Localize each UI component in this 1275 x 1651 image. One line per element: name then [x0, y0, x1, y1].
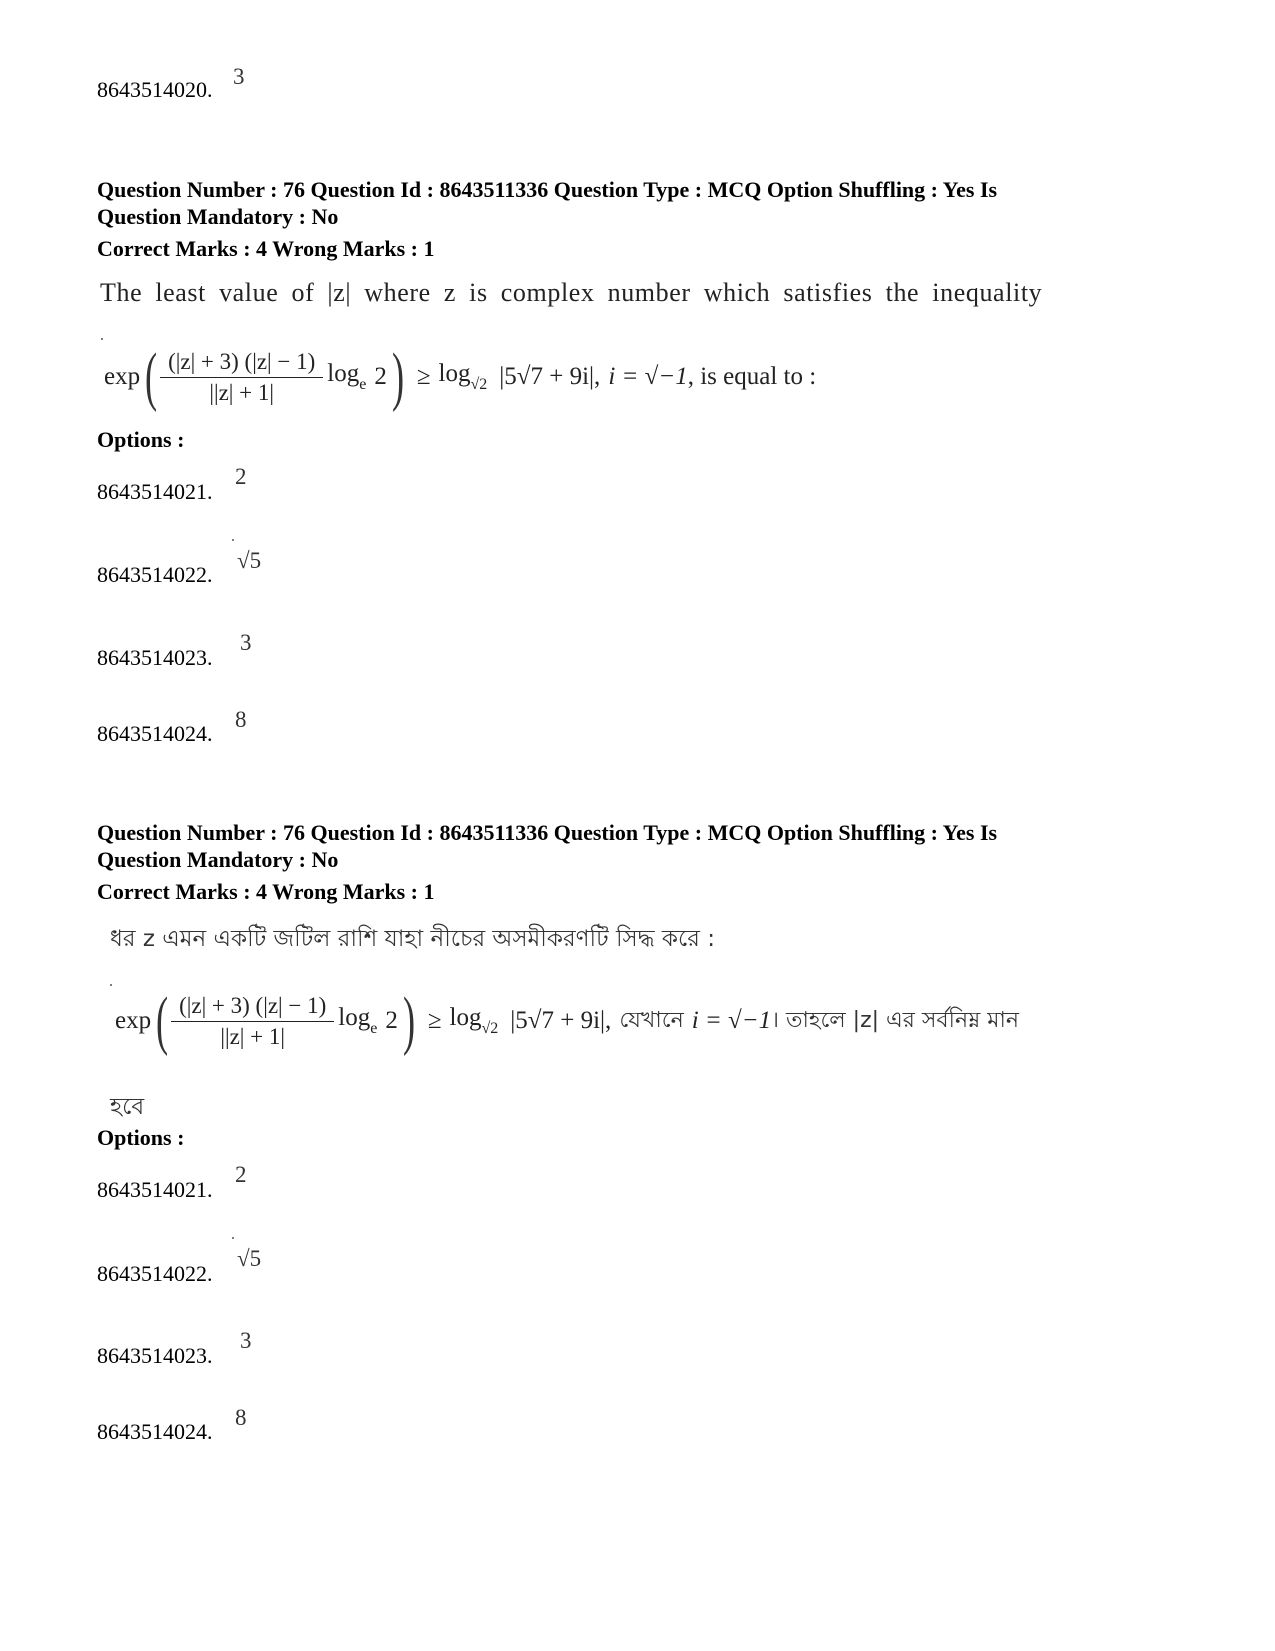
fraction-denominator: ||z| + 1|	[171, 1021, 334, 1050]
right-paren: )	[402, 984, 415, 1057]
equation-tail: । তাহলে |z| এর সর্বনিম্ন মান	[771, 1007, 1019, 1033]
question-mandatory: Question Mandatory : No	[97, 847, 339, 872]
option-value: 3	[240, 1328, 252, 1353]
log-e: $\log_e$	[338, 1004, 378, 1037]
option-value: √5	[237, 548, 262, 573]
question-marks: Correct Marks : 4 Wrong Marks : 1	[97, 879, 435, 904]
log-e: $\log_e$	[327, 360, 367, 393]
fraction	[175, 993, 330, 1050]
left-paren: (	[156, 984, 169, 1057]
option-id: 8643514021.	[97, 1177, 213, 1202]
option-value: 8	[235, 1405, 247, 1430]
absolute-expression: |5√7 + 9i|,	[499, 363, 601, 390]
option-id: 8643514020.	[97, 77, 213, 102]
equation-tail: , is equal to :	[687, 363, 817, 390]
option-value: 2	[235, 464, 247, 489]
geq-symbol: ≥	[416, 363, 431, 390]
option-id: 8643514023.	[97, 645, 213, 670]
log-argument: 2	[374, 363, 387, 390]
option-value: √5	[237, 1246, 262, 1271]
question-text: ধর z এমন একটি জটিল রাশি যাহা নীচের অসমীকরণটি সিদ্ধ করে :	[110, 926, 715, 952]
stray-mark	[232, 1237, 234, 1239]
option-id: 8643514024.	[97, 721, 213, 746]
question-equation	[104, 340, 816, 414]
question-equation	[115, 984, 1019, 1058]
fraction-denominator: ||z| + 1|	[160, 377, 323, 406]
question-text-continued: হবে	[110, 1094, 145, 1120]
stray-mark	[101, 338, 103, 340]
fraction-numerator: (|z| + 3) (|z| − 1)	[168, 348, 316, 374]
option-id: 8643514021.	[97, 479, 213, 504]
question-marks: Correct Marks : 4 Wrong Marks : 1	[97, 236, 435, 261]
log-argument: 2	[385, 1007, 398, 1034]
option-value: 3	[240, 630, 252, 655]
option-id: 8643514023.	[97, 1343, 213, 1368]
question-meta: Question Number : 76 Question Id : 8643511336 Question Type : MCQ Option Shuffling : Yes Is	[97, 177, 998, 202]
log-sqrt2: $\log_{√2}$	[438, 360, 488, 393]
fraction	[164, 349, 319, 406]
stray-mark	[110, 984, 112, 986]
question-meta: Question Number : 76 Question Id : 8643511336 Question Type : MCQ Option Shuffling : Yes Is	[97, 820, 998, 845]
exp-label: exp	[104, 363, 141, 390]
option-id: 8643514024.	[97, 1419, 213, 1444]
right-paren: )	[391, 340, 404, 413]
question-text: The least value of |z| where z is complex number which satisfies the inequality	[100, 278, 1043, 307]
exp-label: exp	[115, 1007, 152, 1034]
imaginary-definition: i = √−1	[691, 1007, 772, 1034]
where-word: যেখানে	[619, 1007, 684, 1033]
options-label: Options :	[97, 1125, 185, 1150]
left-paren: (	[145, 340, 158, 413]
geq-symbol: ≥	[427, 1007, 442, 1034]
option-value: 8	[235, 707, 247, 732]
absolute-expression: |5√7 + 9i|,	[510, 1007, 612, 1034]
imaginary-definition: i = √−1	[608, 363, 688, 390]
option-id: 8643514022.	[97, 1261, 213, 1286]
log-sqrt2: $\log_{√2}$	[449, 1004, 499, 1037]
fraction-numerator: (|z| + 3) (|z| − 1)	[179, 992, 327, 1018]
options-label: Options :	[97, 427, 185, 452]
option-value: 3	[233, 64, 245, 89]
option-value: 2	[235, 1162, 247, 1187]
stray-mark	[232, 539, 234, 541]
question-mandatory: Question Mandatory : No	[97, 204, 339, 229]
option-id: 8643514022.	[97, 562, 213, 587]
